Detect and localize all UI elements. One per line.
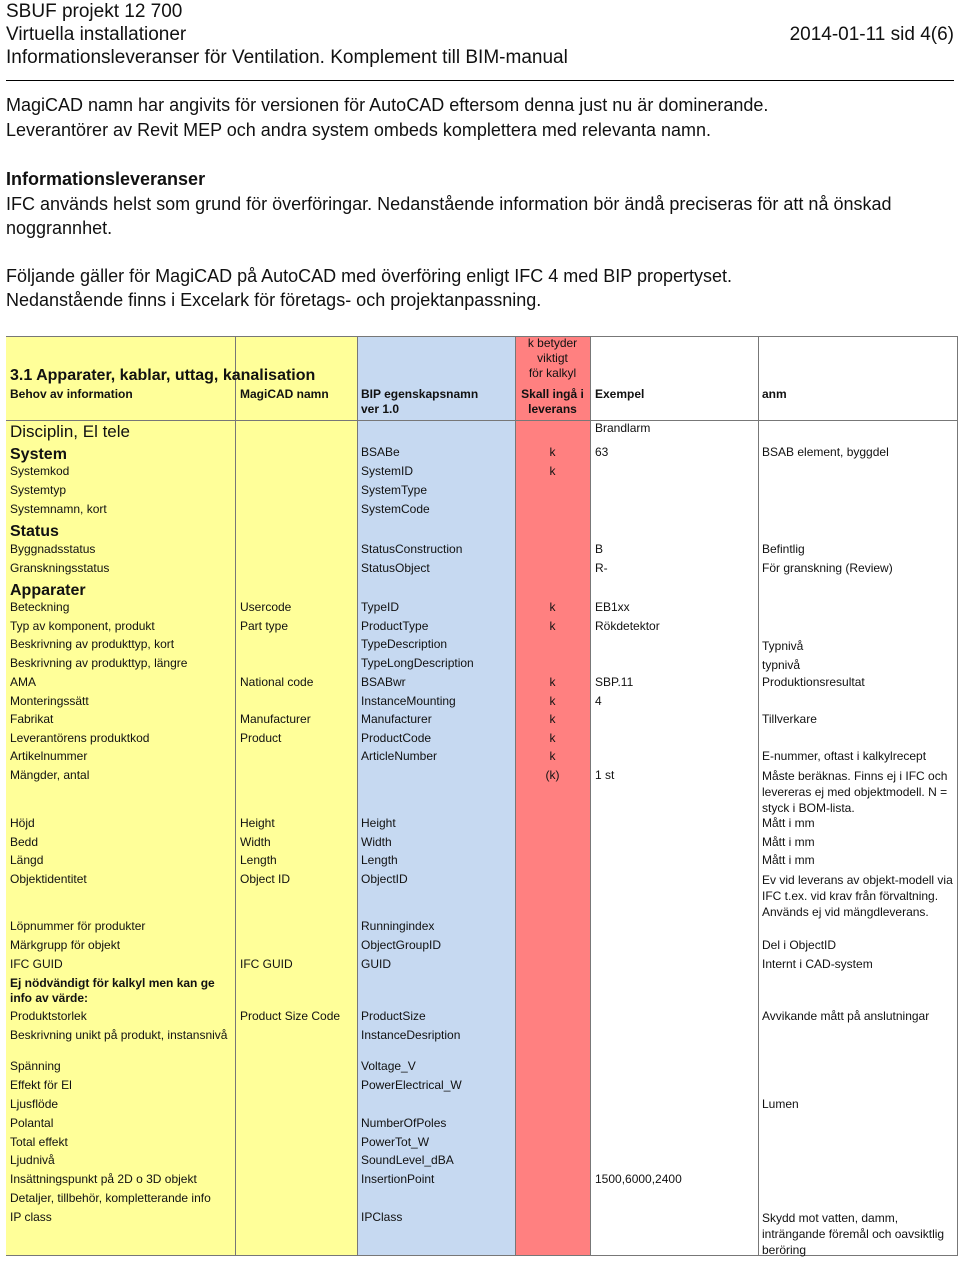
- cell-bip: PowerTot_W: [361, 1135, 430, 1149]
- section-status: Status: [10, 523, 59, 540]
- cell-magicad: Width: [240, 835, 271, 849]
- cell-bip: PowerElectrical_W: [361, 1078, 462, 1092]
- project-subtitle: Virtuella installationer: [6, 24, 187, 45]
- divider: [957, 336, 958, 1256]
- discipline-example: Brandlarm: [595, 421, 651, 435]
- cell-anm: Produktionsresultat: [762, 675, 865, 689]
- cell-behov: Insättningspunkt på 2D o 3D objekt: [10, 1172, 197, 1186]
- cell-bip: NumberOfPoles: [361, 1116, 447, 1130]
- cell-exempel: 63: [595, 445, 609, 459]
- cell-skall: k: [549, 731, 556, 745]
- cell-bip: BSABwr: [361, 675, 406, 689]
- cell-behov: Beskrivning av produkttyp, kort: [10, 637, 175, 651]
- cell-exempel: B: [595, 542, 604, 556]
- k-note-2: viktigt: [537, 351, 568, 365]
- header-skall-2: leverans: [528, 402, 577, 416]
- cell-bip: InsertionPoint: [361, 1172, 435, 1186]
- divider: [235, 336, 236, 1256]
- cell-magicad: IFC GUID: [240, 957, 293, 971]
- divider: [357, 336, 358, 1256]
- cell-skall: k: [549, 712, 556, 726]
- date-page: 2014-01-11 sid 4(6): [789, 24, 954, 45]
- cell-bip: SoundLevel_dBA: [361, 1153, 454, 1167]
- intro-line-1: MagiCAD namn har angivits för versionen för AutoCAD eftersom denna just nu är dominerande.: [6, 95, 769, 115]
- cell-bip: TypeDescription: [361, 637, 448, 651]
- cell-behov: Mängder, antal: [10, 768, 90, 782]
- discipline-label: Disciplin, El tele: [10, 422, 130, 441]
- cell-behov: Byggnadsstatus: [10, 542, 96, 556]
- cell-anm: Internt i CAD-system: [762, 957, 873, 971]
- cell-skall: k: [549, 694, 556, 708]
- divider: [6, 336, 958, 337]
- cell-bip: GUID: [361, 957, 391, 971]
- cell-bip: SystemID: [361, 464, 414, 478]
- column-exempel-bg: [590, 336, 758, 1256]
- cell-bip: StatusObject: [361, 561, 430, 575]
- cell-bip: TypeID: [361, 600, 400, 614]
- cell-exempel: SBP.11: [595, 675, 634, 689]
- cell-behov: Ljusflöde: [10, 1097, 59, 1111]
- project-id: SBUF projekt 12 700: [6, 1, 183, 22]
- header-exempel: Exempel: [595, 387, 645, 401]
- cell-behov: Beskrivning av produkttyp, längre: [10, 656, 188, 670]
- cell-anm: Mått i mm: [762, 835, 815, 849]
- cell-anm: Skydd mot vatten, damm, inträngande föremål och oavsiktlig beröring: [762, 1211, 945, 1257]
- cell-bip: ProductType: [361, 619, 429, 633]
- divider: [590, 336, 591, 1256]
- cell-exempel: 1 st: [595, 768, 615, 782]
- cell-behov: Systemtyp: [10, 483, 67, 497]
- divider: [6, 420, 958, 421]
- cell-behov: Spänning: [10, 1059, 61, 1073]
- cell-bip: BSABe: [361, 445, 400, 459]
- document-title: Informationsleveranser för Ventilation. Komplement till BIM-manual: [6, 47, 568, 68]
- section-system: System: [10, 446, 67, 463]
- cell-anm: BSAB element, byggdel: [762, 445, 889, 459]
- cell-skall: k: [549, 600, 556, 614]
- cell-magicad: Height: [240, 816, 275, 830]
- information-table: [6, 336, 958, 1256]
- cell-behov: Detaljer, tillbehör, kompletterande info: [10, 1191, 211, 1205]
- cell-bip: ObjectID: [361, 872, 408, 886]
- cell-exempel: EB1xx: [595, 600, 630, 614]
- cell-magicad: Length: [240, 853, 277, 867]
- ifc-paragraph: IFC används helst som grund för överföringar. Nedanstående information bör ändå preciseras för att nå önskad noggrannhet.: [6, 194, 892, 238]
- cell-behov: Fabrikat: [10, 712, 54, 726]
- header-behov: Behov av information: [10, 387, 133, 401]
- cell-bip: Width: [361, 835, 392, 849]
- cell-behov: Granskningsstatus: [10, 561, 110, 575]
- cell-bip: SystemCode: [361, 502, 430, 516]
- cell-magicad: Product Size Code: [240, 1009, 341, 1023]
- cell-anm: För granskning (Review): [762, 561, 893, 575]
- k-note-1: k betyder: [527, 336, 578, 350]
- cell-exempel: Rökdetektor: [595, 619, 660, 633]
- cell-magicad: National code: [240, 675, 314, 689]
- header-bip-2: ver 1.0: [361, 402, 400, 416]
- cell-anm: Befintlig: [762, 542, 805, 556]
- cell-anm: Avvikande mått på anslutningar: [762, 1009, 930, 1023]
- cell-behov: Höjd: [10, 816, 35, 830]
- cell-anm: Mått i mm: [762, 853, 815, 867]
- cell-behov: Leverantörens produktkod: [10, 731, 150, 745]
- cell-behov: Beskrivning unikt på produkt, instansnivå: [10, 1028, 228, 1042]
- cell-behov: Objektidentitet: [10, 872, 87, 886]
- cell-bip: IPClass: [361, 1210, 403, 1224]
- cell-behov: AMA: [10, 675, 37, 689]
- cell-bip: ObjectGroupID: [361, 938, 442, 952]
- cell-bip: SystemType: [361, 483, 428, 497]
- cell-magicad: Usercode: [240, 600, 292, 614]
- cell-skall: k: [549, 749, 556, 763]
- cell-magicad: Manufacturer: [240, 712, 311, 726]
- cell-magicad: Product: [240, 731, 282, 745]
- cell-behov: Systemnamn, kort: [10, 502, 107, 516]
- cell-bip: Height: [361, 816, 396, 830]
- cell-exempel: 1500,6000,2400: [595, 1172, 682, 1186]
- header-anm: anm: [762, 387, 787, 401]
- divider: [758, 336, 759, 1256]
- cell-bip: InstanceMounting: [361, 694, 456, 708]
- cell-behov: Märkgrupp för objekt: [10, 938, 121, 952]
- cell-anm: Ev vid leverans av objekt-modell via IFC t.ex. vid krav från förvaltning. Används ej vid mängdleverans.: [762, 873, 953, 919]
- cell-behov: Total effekt: [10, 1135, 68, 1149]
- cell-exempel: 4: [595, 694, 602, 708]
- cell-anm: Typnivå: [762, 639, 804, 653]
- cell-anm: Lumen: [762, 1097, 799, 1111]
- cell-behov: Produktstorlek: [10, 1009, 87, 1023]
- cell-behov: Effekt för El: [10, 1078, 72, 1092]
- cell-bip: ProductSize: [361, 1009, 426, 1023]
- cell-behov: Typ av komponent, produkt: [10, 619, 155, 633]
- cell-bip: Manufacturer: [361, 712, 432, 726]
- cell-behov: Beteckning: [10, 600, 70, 614]
- cell-behov: Polantal: [10, 1116, 54, 1130]
- header-skall-1: Skall ingå i: [521, 387, 584, 401]
- sheet-title: 3.1 Apparater, kablar, uttag, kanalisation: [10, 367, 316, 384]
- cell-bip: InstanceDesription: [361, 1028, 461, 1042]
- cell-bip: StatusConstruction: [361, 542, 463, 556]
- cell-behov: Systemkod: [10, 464, 70, 478]
- header-bip-1: BIP egenskapsnamn: [361, 387, 479, 401]
- header-rule: [6, 80, 954, 81]
- cell-bip: Runningindex: [361, 919, 435, 933]
- cell-behov: Monteringssätt: [10, 694, 89, 708]
- cell-skall: k: [549, 445, 556, 459]
- intro-line-2: Leverantörer av Revit MEP och andra system ombeds komplettera med relevanta namn.: [6, 120, 712, 140]
- cell-skall: k: [549, 464, 556, 478]
- header-magicad: MagiCAD namn: [240, 387, 329, 401]
- cell-bip: ArticleNumber: [361, 749, 438, 763]
- cell-bip: Length: [361, 853, 398, 867]
- cell-behov: Ljudnivå: [10, 1153, 55, 1167]
- cell-bip: ProductCode: [361, 731, 432, 745]
- cell-bip: TypeLongDescription: [361, 656, 474, 670]
- magicad-paragraph-1: Följande gäller för MagiCAD på AutoCAD med överföring enligt IFC 4 med BIP propertyset.: [6, 266, 733, 286]
- cell-anm: Mått i mm: [762, 816, 815, 830]
- cell-magicad: Object ID: [240, 872, 291, 886]
- cell-behov: Längd: [10, 853, 44, 867]
- cell-anm: E-nummer, oftast i kalkylrecept: [762, 749, 927, 763]
- cell-behov: IP class: [10, 1210, 52, 1224]
- cell-anm: Måste beräknas. Finns ej i IFC och levereras ej med objektmodell. N = styck i BOM-lista.: [762, 769, 948, 815]
- cell-anm: Del i ObjectID: [762, 938, 837, 952]
- cell-anm: Tillverkare: [762, 712, 817, 726]
- magicad-paragraph-2: Nedanstående finns i Excelark för företags- och projektanpassning.: [6, 290, 542, 310]
- section-heading: Informationsleveranser: [6, 169, 206, 189]
- cell-bip: Voltage_V: [361, 1059, 416, 1073]
- cell-behov: Artikelnummer: [10, 749, 88, 763]
- cell-behov: IFC GUID: [10, 957, 63, 971]
- column-magicad-bg: [235, 336, 357, 1256]
- cell-behov: Bedd: [10, 835, 39, 849]
- cell-behov: Löpnummer för produkter: [10, 919, 146, 933]
- section-apparater: Apparater: [10, 582, 86, 599]
- cell-skall: k: [549, 619, 556, 633]
- cell-exempel: R-: [595, 561, 608, 575]
- k-note-3: för kalkyl: [528, 366, 577, 380]
- cell-skall: (k): [545, 768, 560, 782]
- section-ej-nodvandigt: Ej nödvändigt för kalkyl men kan ge info av värde:: [10, 976, 215, 1005]
- cell-magicad: Part type: [240, 619, 289, 633]
- cell-skall: k: [549, 675, 556, 689]
- cell-anm: typnivå: [762, 658, 801, 672]
